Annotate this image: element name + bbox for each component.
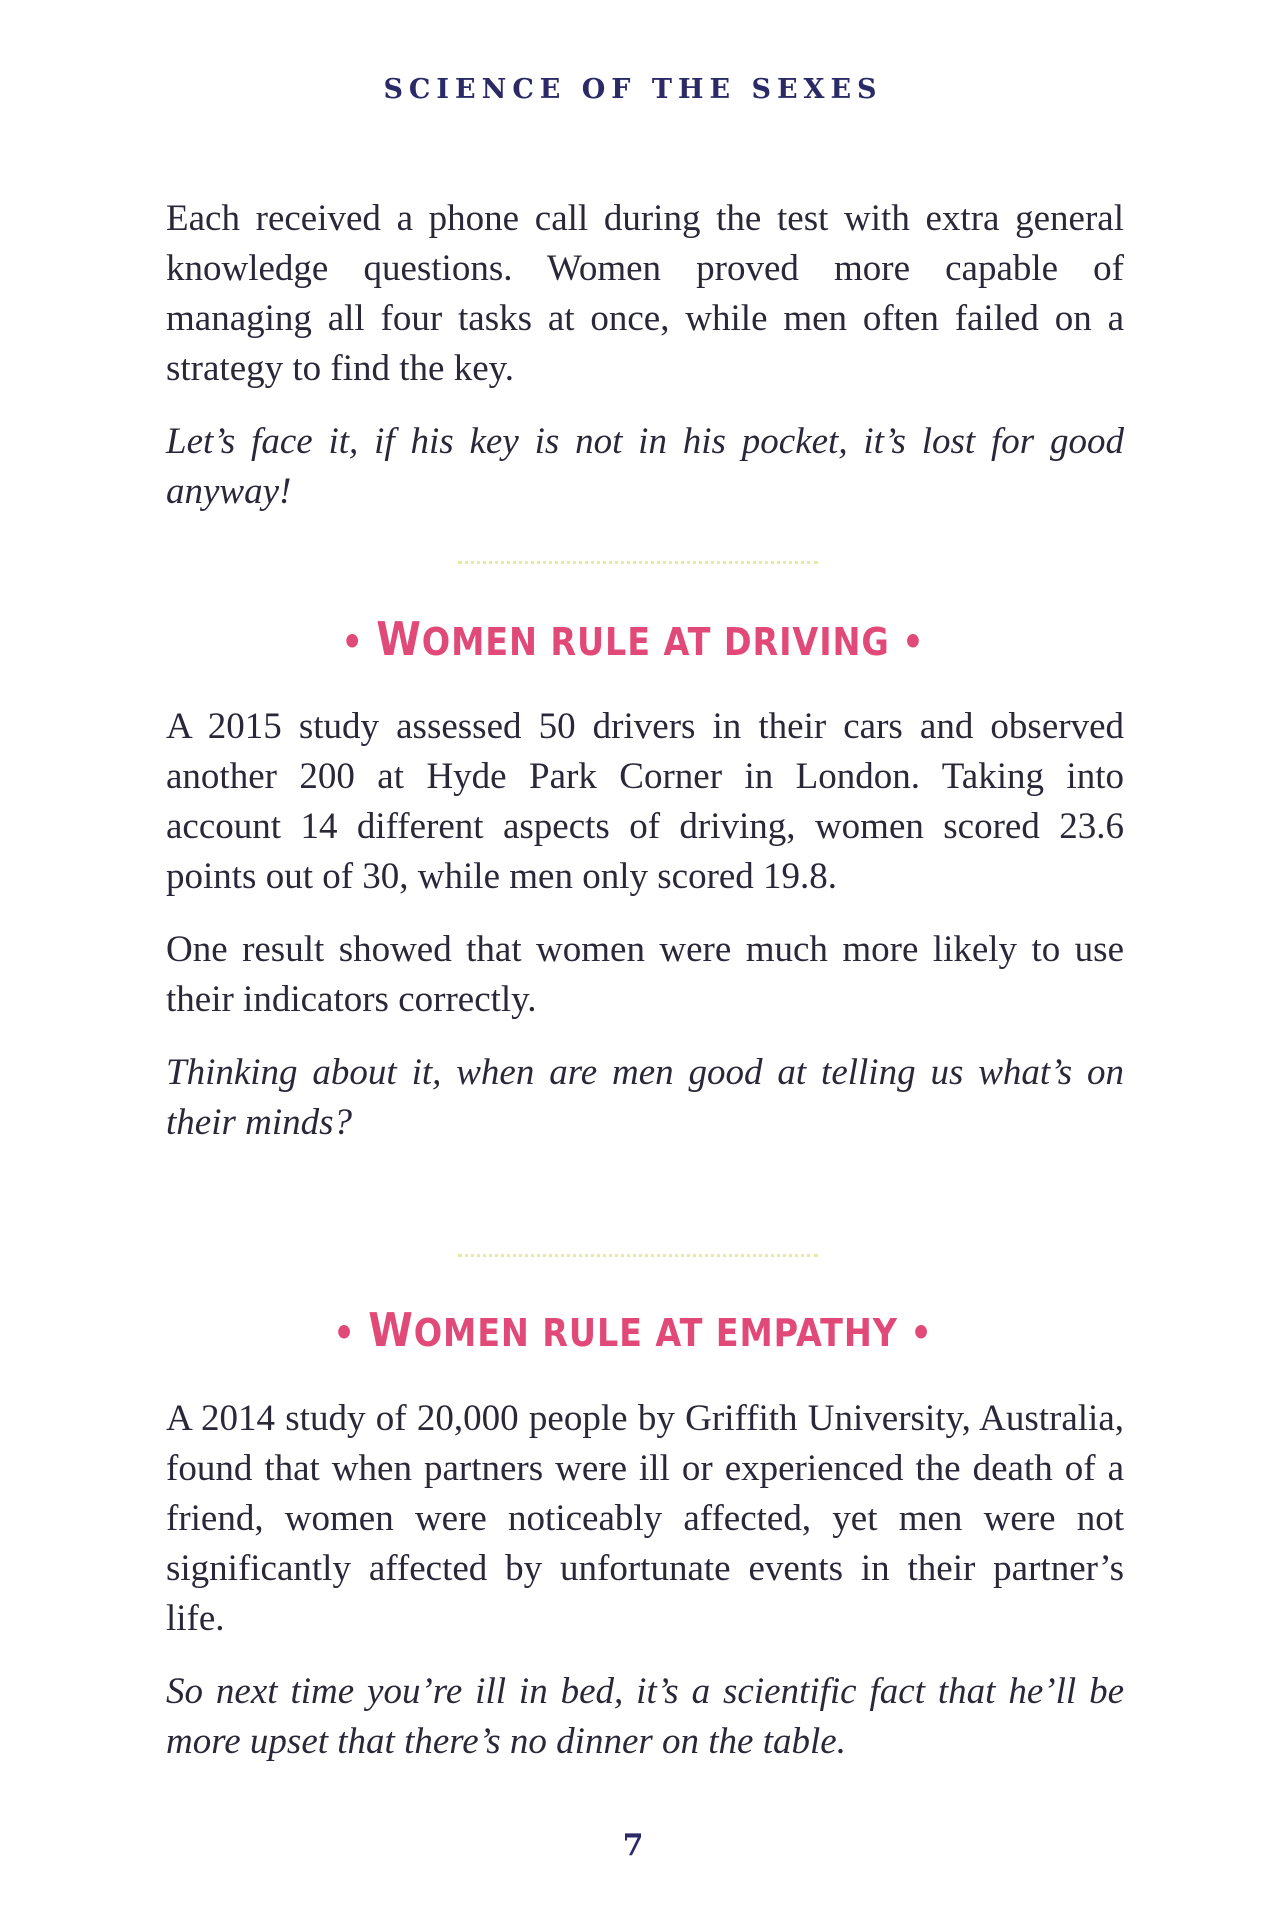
section-heading-driving bbox=[76, 612, 1190, 666]
page-number: 7 bbox=[622, 1828, 644, 1863]
body-paragraph: A 2015 study assessed 50 drivers in their cars and observed another 200 at Hyde Park Corner in London. Taking into account 14 different aspects of driving, women scored 23.6 points out of 30, while men only scored 19.8. bbox=[166, 706, 1124, 897]
section-quip: Thinking about it, when are men good at telling us what’s on their minds? bbox=[166, 1052, 1124, 1143]
heading-initial: W bbox=[376, 612, 422, 666]
heading-initial: W bbox=[368, 1303, 414, 1357]
section-empathy-body bbox=[166, 1394, 1124, 1767]
heading-bullet: • bbox=[333, 1311, 369, 1355]
body-paragraph: One result showed that women were much more likely to use their indicators correctly. bbox=[166, 929, 1124, 1020]
heading-bullet: • bbox=[897, 1311, 933, 1355]
section-driving-body bbox=[166, 702, 1124, 1148]
heading-bullet: • bbox=[889, 620, 925, 664]
intro-paragraph: Each received a phone call during the test with extra general knowledge questions. Women proved more capable of managing all four tasks at once, while men often failed on a strategy to find the key. bbox=[166, 198, 1124, 389]
intro-quip: Let’s face it, if his key is not in his pocket, it’s lost for good anyway! bbox=[166, 421, 1124, 512]
heading-text: OMEN RULE AT EMPATHY bbox=[413, 1311, 898, 1355]
running-head: SCIENCE OF THE SEXES bbox=[383, 74, 883, 105]
intro-block bbox=[166, 194, 1124, 517]
heading-text: OMEN RULE AT DRIVING bbox=[421, 620, 890, 664]
section-divider bbox=[458, 1254, 818, 1257]
section-quip: So next time you’re ill in bed, it’s a scientific fact that he’ll be more upset that there’s no dinner on the table. bbox=[166, 1671, 1124, 1762]
section-heading-empathy bbox=[76, 1303, 1190, 1357]
body-paragraph: A 2014 study of 20,000 people by Griffith University, Australia, found that when partners were ill or experienced the death of a friend, women were noticeably affected, yet men were not significantly affected by unfortunate events in their partner’s life. bbox=[166, 1398, 1124, 1639]
section-divider bbox=[458, 561, 818, 564]
heading-bullet: • bbox=[341, 620, 377, 664]
